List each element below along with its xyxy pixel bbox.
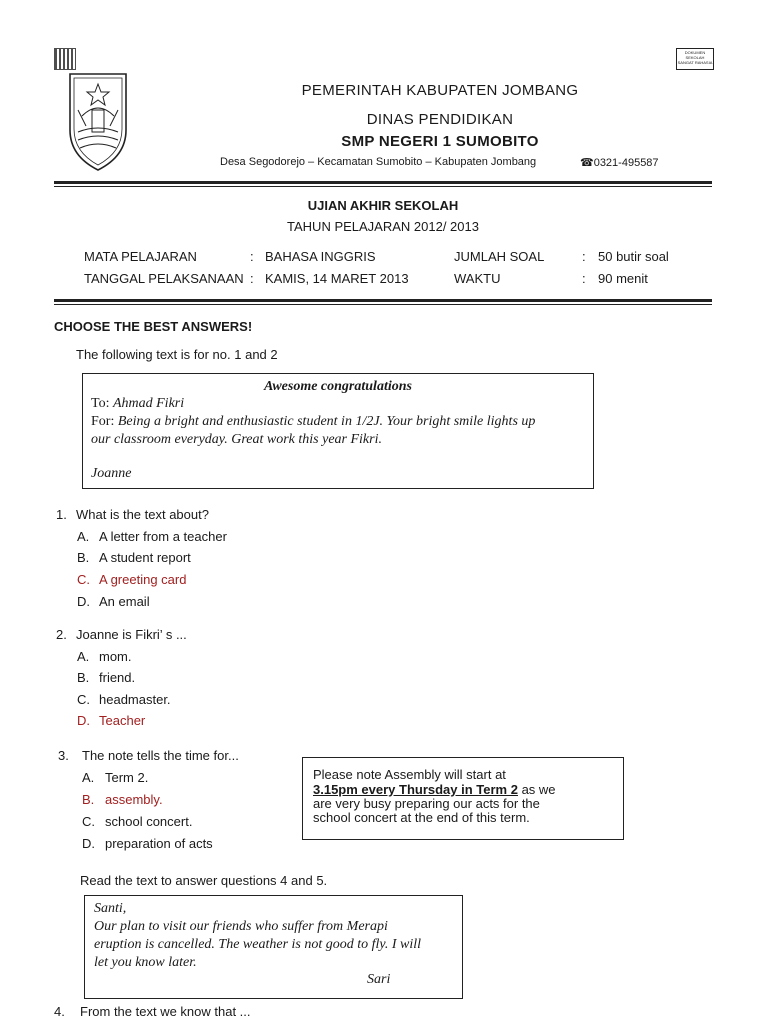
school-address: Desa Segodorejo – Kecamatan Sumobito – Kabupaten Jombang xyxy=(220,156,537,168)
assembly-note-box xyxy=(302,757,624,840)
card-for-line1: Being a bright and enthusiastic student in 1/2J. Your bright smile lights up xyxy=(117,414,536,429)
q1-option-b: A student report xyxy=(99,550,191,565)
q4-number: 4. xyxy=(54,1004,65,1019)
q3-option-a: Term 2. xyxy=(105,770,149,785)
message-greeting: Santi, xyxy=(94,901,127,916)
q2-option-b: friend. xyxy=(99,670,136,685)
q3-option-c: school concert. xyxy=(105,814,193,829)
q2-option-b-letter: B. xyxy=(77,670,90,685)
message-box xyxy=(84,895,463,999)
info-rule-thin xyxy=(54,304,712,305)
q2-option-d-letter: D. xyxy=(77,713,90,728)
q2-option-a-letter: A. xyxy=(77,649,90,664)
q3-option-d-letter: D. xyxy=(82,836,95,851)
q3-option-b: assembly. xyxy=(105,792,163,807)
header-rule-thin xyxy=(54,186,712,187)
count-label: JUMLAH SOAL xyxy=(454,249,545,264)
date-colon: : xyxy=(250,271,254,286)
info-rule-thick xyxy=(54,299,712,302)
date-label: TANGGAL PELAKSANAAN xyxy=(84,271,244,286)
note-line1: Please note Assembly will start at xyxy=(313,767,506,782)
note-line2 xyxy=(313,782,556,797)
card-for-line2: our classroom everyday. Great work this year Fikri. xyxy=(91,432,382,447)
header-rule-thick xyxy=(54,181,712,184)
confidential-stamp: DOKUMEN SEKOLAH SANGAT RAHASIA xyxy=(676,48,714,70)
card-for-label: For: xyxy=(91,414,118,429)
school-name: SMP NEGERI 1 SUMOBITO xyxy=(341,133,539,150)
q1-number: 1. xyxy=(56,507,67,522)
q1-text: What is the text about? xyxy=(76,507,209,522)
q3-number: 3. xyxy=(58,748,69,763)
q3-text: The note tells the time for... xyxy=(82,748,239,763)
q2-option-d: Teacher xyxy=(99,713,146,728)
exam-title: UJIAN AKHIR SEKOLAH xyxy=(307,198,459,213)
count-value: 50 butir soal xyxy=(598,249,669,264)
q2-option-a: mom. xyxy=(99,649,132,664)
message-line2: eruption is cancelled. The weather is not good to fly. I will xyxy=(94,937,422,952)
q1-option-b-letter: B. xyxy=(77,550,90,565)
time-value: 90 menit xyxy=(598,271,648,286)
subject-colon: : xyxy=(250,249,254,264)
q3-option-a-letter: A. xyxy=(82,770,95,785)
note-line4: school concert at the end of this term. xyxy=(313,810,530,825)
regency-seal-icon xyxy=(66,70,130,174)
q2-number: 2. xyxy=(56,627,67,642)
subject-value: BAHASA INGGRIS xyxy=(265,249,376,264)
q1-option-c-letter: C. xyxy=(77,572,90,587)
q1-option-d: An email xyxy=(99,594,150,609)
q1-option-a: A letter from a teacher xyxy=(99,529,227,544)
message-line3: let you know later. xyxy=(94,955,197,970)
q3-option-c-letter: C. xyxy=(82,814,95,829)
qr-code xyxy=(54,48,76,70)
q3-option-b-letter: B. xyxy=(82,792,95,807)
card-to-name: Ahmad Fikri xyxy=(112,396,185,411)
card-to xyxy=(91,396,184,412)
date-value: KAMIS, 14 MARET 2013 xyxy=(265,271,409,286)
q1-option-c: A greeting card xyxy=(99,572,187,587)
card-title: Awesome congratulations xyxy=(264,379,412,394)
q2-option-c: headmaster. xyxy=(99,692,171,707)
card-for xyxy=(91,414,535,430)
time-label: WAKTU xyxy=(454,271,501,286)
exam-year: TAHUN PELAJARAN 2012/ 2013 xyxy=(287,219,479,234)
school-phone: ☎0321-495587 xyxy=(580,157,659,169)
subject-label: MATA PELAJARAN xyxy=(84,249,197,264)
message-line1: Our plan to visit our friends who suffer from Merapi xyxy=(94,919,388,934)
note-time: 3.15pm every Thursday in Term 2 xyxy=(313,782,518,797)
instruction: CHOOSE THE BEST ANSWERS! xyxy=(54,319,253,334)
q1-option-d-letter: D. xyxy=(77,594,90,609)
q3-option-d: preparation of acts xyxy=(105,836,213,851)
card-to-label: To: xyxy=(91,396,113,411)
q2-option-c-letter: C. xyxy=(77,692,90,707)
greeting-card-box xyxy=(82,373,594,489)
note-line3: are very busy preparing our acts for the xyxy=(313,796,540,811)
note-line2-rest: as we xyxy=(517,782,556,797)
office-name: DINAS PENDIDIKAN xyxy=(366,111,514,128)
intro-text-1: The following text is for no. 1 and 2 xyxy=(76,347,278,362)
q2-text: Joanne is Fikri’ s ... xyxy=(76,627,187,642)
count-colon: : xyxy=(582,249,586,264)
q1-option-a-letter: A. xyxy=(77,529,90,544)
q4-text: From the text we know that ... xyxy=(80,1004,251,1019)
time-colon: : xyxy=(582,271,586,286)
message-signature: Sari xyxy=(367,972,391,987)
school-address-line xyxy=(220,156,700,168)
intro-text-2: Read the text to answer questions 4 and 5. xyxy=(80,873,328,888)
card-signature: Joanne xyxy=(91,466,132,481)
government-name: PEMERINTAH KABUPATEN JOMBANG xyxy=(301,82,579,99)
